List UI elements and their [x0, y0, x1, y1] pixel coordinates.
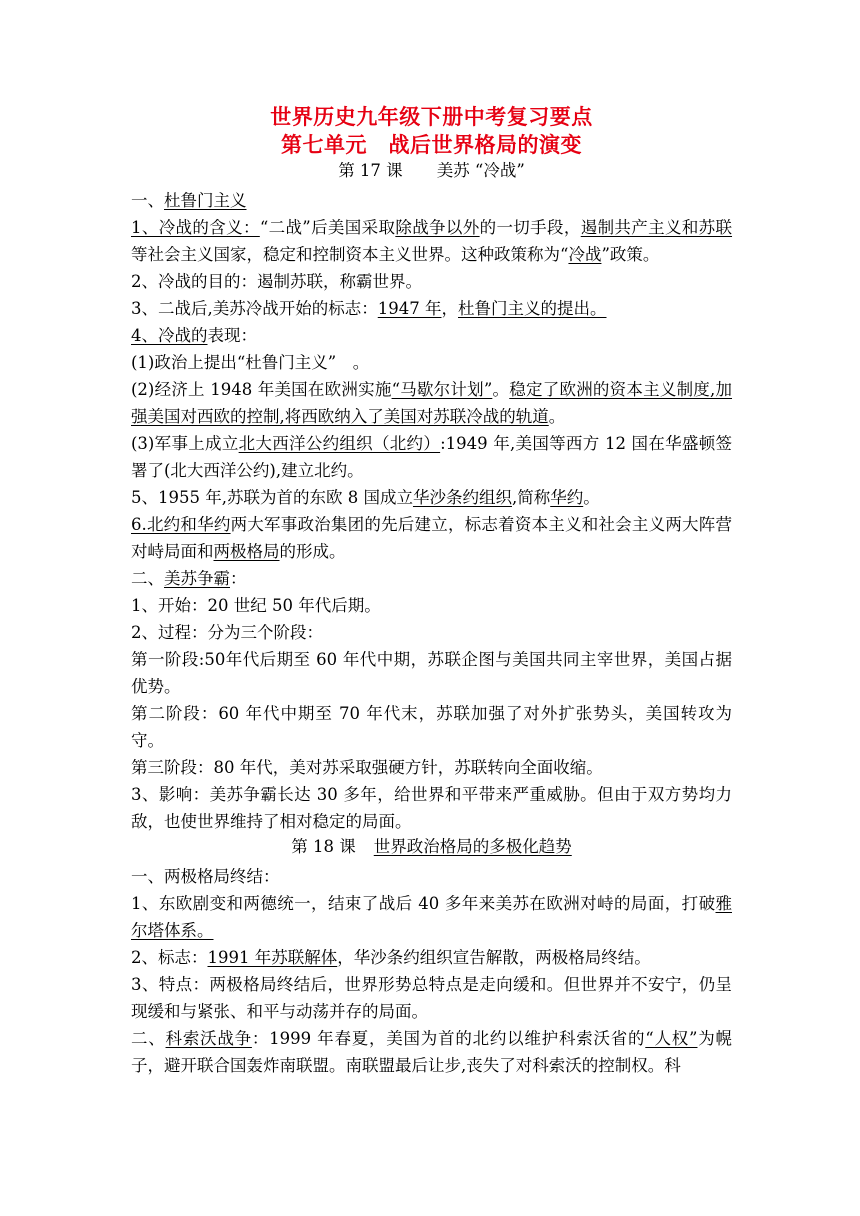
paragraph-warsaw-pact: 5、1955 年,苏联为首的东欧 8 国成立华沙条约组织,简称华约。 [131, 488, 600, 507]
paragraph-political: (1)政治上提出“杜鲁门主义” 。 [131, 353, 370, 372]
lesson-17-name: 美苏 “冷战” [436, 161, 525, 180]
paragraph-military: (3)军事上成立北大西洋公约组织（北约）:1949 年,美国等西方 12 国在华盛顿签署了(北大西洋公约),建立北约。 [131, 434, 733, 480]
section-heading-truman: 一、杜鲁门主义 [131, 191, 247, 210]
paragraph-rivalry-start: 1、开始：20 世纪 50 年代后期。 [131, 596, 381, 615]
underlined-heading: 杜鲁门主义 [164, 191, 247, 210]
lesson-18-name: 世界政治格局的多极化趋势 [373, 837, 572, 856]
paragraph-stage-one: 第一阶段:50年代后期至 60 年代中期，苏联企图与美国共同主宰世界，美国占据优势。 [131, 650, 732, 696]
lesson-17-number: 第 17 课 [338, 161, 403, 180]
paragraph-bipolar-end-cause: 1、东欧剧变和两德统一，结束了战后 40 多年来美苏在欧洲对峙的局面，打破雅尔塔体系。 [131, 894, 732, 940]
paragraph-economic: (2)经济上 1948 年美国在欧洲实施“马歇尔计划”。稳定了欧洲的资本主义制度,加强美国对西欧的控制,将西欧纳入了美国对苏联冷战的轨道。 [131, 380, 733, 426]
paragraph-cold-war-manifestation: 4、冷战的表现： [131, 326, 257, 345]
document-title: 世界历史九年级下册中考复习要点 [270, 105, 593, 129]
paragraph-rivalry-impact: 3、影响：美苏争霸长达 30 多年，给世界和平带来严重威胁。但由于双方势均力敌，也使世界维持了相对稳定的局面。 [131, 785, 732, 831]
paragraph-rivalry-process: 2、过程：分为三个阶段： [131, 623, 323, 642]
paragraph-stage-three: 第三阶段：80 年代，美对苏采取强硬方针，苏联转向全面收缩。 [131, 758, 603, 777]
unit-title: 第七单元 战后世界格局的演变 [281, 133, 582, 157]
lesson-18-title [131, 835, 732, 861]
section-heading-rivalry: 二、美苏争霸： [131, 569, 247, 588]
paragraph-kosovo-war: 二、科索沃战争：1999 年春夏，美国为首的北约以维护科索沃省的“人权”为幌子，避开联合国轰炸南联盟。南联盟最后让步,丧失了对科索沃的控制权。科 [131, 1029, 733, 1075]
paragraph-cold-war-purpose: 2、冷战的目的：遏制苏联，称霸世界。 [131, 272, 422, 291]
paragraph-cold-war-meaning: 1、冷战的含义：“二战”后美国采取除战争以外的一切手段，遏制共产主义和苏联等社会主义国家，稳定和控制资本主义世界。这种政策称为“冷战”政策。 [131, 218, 733, 264]
paragraph-bipolar-end-mark: 2、标志：1991 年苏联解体，华沙条约组织宣告解散，两极格局终结。 [131, 948, 651, 967]
paragraph-bipolar-end-features: 3、特点：两极格局终结后，世界形势总特点是走向缓和。但世界并不安宁，仍呈现缓和与紧张、和平与动荡并存的局面。 [131, 975, 732, 1021]
lesson-17-title [131, 159, 732, 185]
lesson-18-number: 第 18 课 [291, 837, 356, 856]
section-heading-bipolar-end: 一、两极格局终结： [131, 867, 280, 886]
paragraph-cold-war-start: 3、二战后,美苏冷战开始的标志：1947 年，杜鲁门主义的提出。 [131, 299, 607, 318]
paragraph-stage-two: 第二阶段：60 年代中期至 70 年代末，苏联加强了对外扩张势头，美国转攻为守。 [131, 704, 732, 750]
paragraph-bipolar-formation: 6.北约和华约两大军事政治集团的先后建立，标志着资本主义和社会主义两大阵营对峙局面和两极格局的形成。 [131, 515, 732, 561]
